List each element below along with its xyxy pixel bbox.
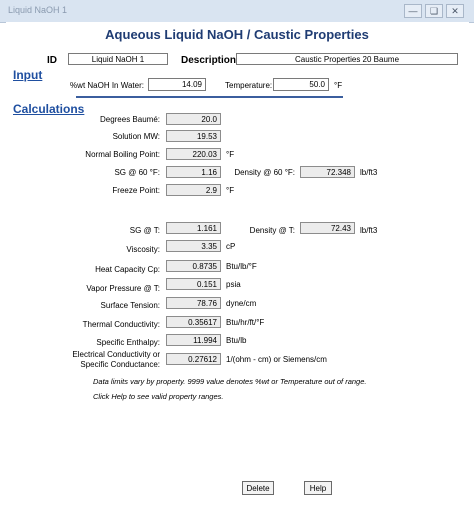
input-section-label: Input <box>13 68 43 82</box>
specific-enthalpy-label: Specific Enthalpy: <box>96 338 160 347</box>
boiling-point-label: Normal Boiling Point: <box>85 150 160 159</box>
restore-icon[interactable]: ❏ <box>425 4 443 18</box>
baume-label: Degrees Baumé: <box>99 115 160 124</box>
electrical-conductivity-label: Electrical Conductivity or <box>72 350 160 359</box>
viscosity-value: 3.35 <box>166 240 221 252</box>
wt-naoh-input[interactable]: 14.09 <box>148 78 206 91</box>
temperature-input[interactable]: 50.0 <box>273 78 329 91</box>
boiling-point-unit: °F <box>226 150 235 159</box>
specific-enthalpy-value: 11.994 <box>166 334 221 346</box>
help-note: Click Help to see valid property ranges. <box>93 392 224 401</box>
solution-mw-value: 19.53 <box>166 130 221 142</box>
heat-capacity-value: 0.8735 <box>166 260 221 272</box>
freeze-point-unit: °F <box>226 186 235 195</box>
conductivity-unit: 1/(ohm - cm) or Siemens/cm <box>226 355 327 364</box>
temperature-label: Temperature: <box>225 81 273 90</box>
specific-conductance-label: Specific Conductance: <box>80 360 160 369</box>
minimize-icon[interactable]: — <box>404 4 422 18</box>
window-title: Liquid NaOH 1 <box>8 5 68 15</box>
vapor-pressure-unit: psia <box>226 280 241 289</box>
surface-tension-unit: dyne/cm <box>226 299 257 308</box>
description-label: Description <box>181 55 237 66</box>
density-t-value: 72.43 <box>300 222 355 234</box>
window-title-bar <box>0 0 474 23</box>
density-t-unit: lb/ft3 <box>360 226 378 235</box>
surface-tension-value: 78.76 <box>166 297 221 309</box>
density-60-label: Density @ 60 °F: <box>234 168 295 177</box>
density-t-label: Density @ T: <box>249 226 295 235</box>
temperature-unit: °F <box>334 81 343 90</box>
thermal-conductivity-unit: Btu/hr/ft/°F <box>226 318 265 327</box>
vapor-pressure-value: 0.151 <box>166 278 221 290</box>
heat-capacity-label: Heat Capacity Cp: <box>95 265 160 274</box>
calculations-section-label: Calculations <box>13 102 85 116</box>
density-60-value: 72.348 <box>300 166 355 178</box>
density-60-unit: lb/ft3 <box>360 168 378 177</box>
sg-60-label: SG @ 60 °F: <box>114 168 160 177</box>
baume-value: 20.0 <box>166 113 221 125</box>
help-button[interactable]: Help <box>304 481 332 495</box>
thermal-conductivity-value: 0.35617 <box>166 316 221 328</box>
viscosity-label: Viscosity: <box>126 245 160 254</box>
description-field[interactable]: Caustic Properties 20 Baume <box>236 53 458 65</box>
thermal-conductivity-label: Thermal Conductivity: <box>82 320 160 329</box>
surface-tension-label: Surface Tension: <box>100 301 160 310</box>
id-field[interactable]: Liquid NaOH 1 <box>68 53 168 65</box>
heat-capacity-unit: Btu/lb/°F <box>226 262 257 271</box>
id-label: ID <box>47 55 57 66</box>
sg-t-label: SG @ T: <box>129 226 160 235</box>
specific-enthalpy-unit: Btu/lb <box>226 336 247 345</box>
conductivity-value: 0.27612 <box>166 353 221 365</box>
viscosity-unit: cP <box>226 242 236 251</box>
close-icon[interactable]: ✕ <box>446 4 464 18</box>
solution-mw-label: Solution MW: <box>112 132 160 141</box>
freeze-point-value: 2.9 <box>166 184 221 196</box>
sg-t-value: 1.161 <box>166 222 221 234</box>
boiling-point-value: 220.03 <box>166 148 221 160</box>
page-title: Aqueous Liquid NaOH / Caustic Properties <box>105 27 369 42</box>
data-limits-note: Data limits vary by property. 9999 value denotes %wt or Temperature out of range. <box>93 377 367 386</box>
delete-button[interactable]: Delete <box>242 481 274 495</box>
input-divider <box>76 96 343 98</box>
wt-naoh-label: %wt NaOH In Water: <box>70 81 144 90</box>
freeze-point-label: Freeze Point: <box>112 186 160 195</box>
sg-60-value: 1.16 <box>166 166 221 178</box>
vapor-pressure-label: Vapor Pressure @ T: <box>86 284 160 293</box>
